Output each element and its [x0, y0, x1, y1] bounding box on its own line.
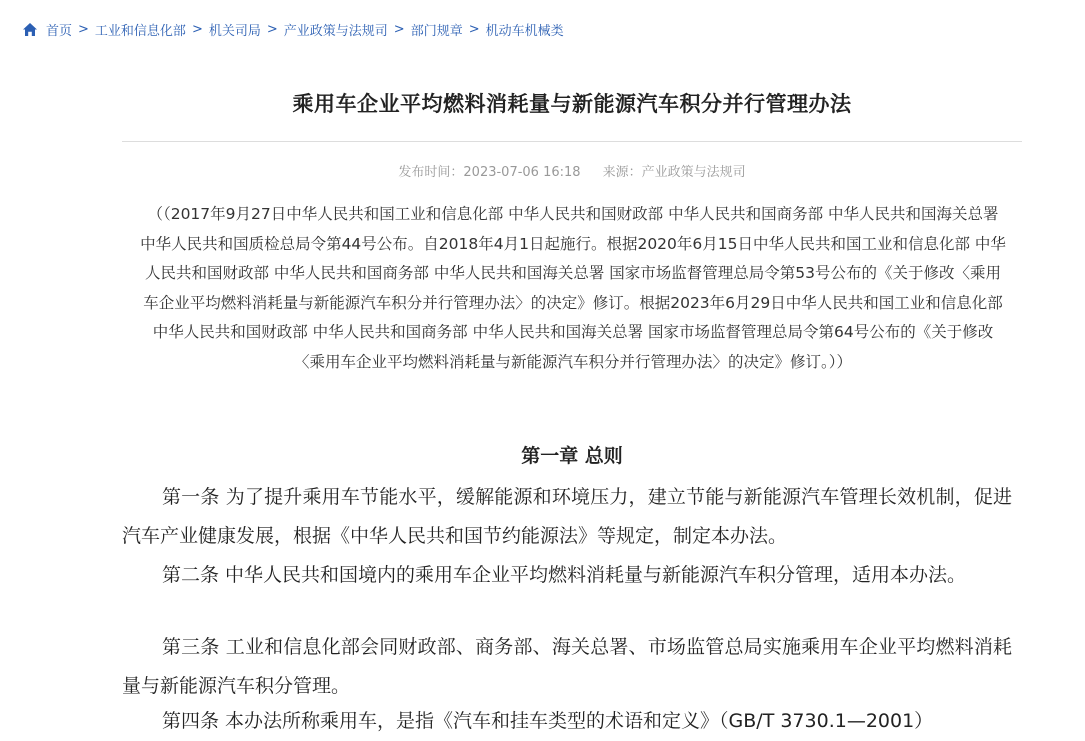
breadcrumb-separator: > [191, 22, 203, 37]
publish-label: 发布时间： [398, 165, 464, 180]
source-label: 来源： [602, 165, 642, 180]
source-value: 产业政策与法规司 [641, 165, 746, 180]
breadcrumb-link-motor-vehicles[interactable]: 机动车机械类 [485, 24, 564, 39]
article-paragraph-4: 第四条 本办法所称乘用车，是指《汽车和挂车类型的术语和定义》（GB/T 3730.1—2001） [162, 710, 934, 732]
breadcrumb-separator: > [266, 22, 278, 37]
article-paragraph-2: 第二条 中华人民共和国境内的乘用车企业平均燃料消耗量与新能源汽车积分管理，适用本办法。 [162, 564, 967, 586]
page-title: 乘用车企业平均燃料消耗量与新能源汽车积分并行管理办法 [292, 92, 852, 116]
chapter-heading: 第一章 总则 [521, 445, 623, 467]
article-meta [122, 161, 1022, 180]
breadcrumb-link-regulations[interactable]: 部门规章 [410, 24, 463, 39]
breadcrumb-separator: > [393, 22, 405, 37]
breadcrumb-link-miit[interactable]: 工业和信息化部 [94, 24, 186, 39]
article-paragraph-1: 第一条 为了提升乘用车节能水平，缓解能源和环境压力，建立节能与新能源汽车管理长效机制，促进汽车产业健康发展，根据《中华人民共和国节约能源法》等规定，制定本办法。 [122, 486, 1012, 547]
breadcrumb-separator: > [78, 22, 89, 37]
article-preamble: （（2017年9月27日中华人民共和国工业和信息化部 中华人民共和国财政部 中华人民共和国商务部 中华人民共和国海关总署 中华人民共和国质检总局令第44号公布。自2018年4月1日起施行。根据2020年6月15日中华人民共和国工业和信息化部 中华人民共和国财政部 中华人民共和国商务部 中华人民共和国海关总署 国家市场监督管理总局令第53号公布的《关于修改〈乘用车企业平均燃料消耗量与新能源汽车积分并行管理办法〉的决定》修订。根据2023年6月29日中华人民共和国工业和信息化部 中华人民共和国财政部 中华人民共和国商务部 中华人民共和国海关总署 国家市场监督管理总局令第64号公布的《关于修改〈乘用车企业平均燃料消耗量与新能源汽车积分并行管理办法〉的决定》修订。）） [140, 205, 1006, 371]
breadcrumb-link-departments[interactable]: 机关司局 [208, 24, 261, 39]
breadcrumb [22, 20, 564, 39]
publish-time: 2023-07-06 16:18 [463, 165, 581, 180]
breadcrumb-separator: > [468, 22, 480, 37]
title-divider [122, 141, 1022, 142]
breadcrumb-link-policy-dept[interactable]: 产业政策与法规司 [283, 24, 388, 39]
article-paragraph-3: 第三条 工业和信息化部会同财政部、商务部、海关总署、市场监管总局实施乘用车企业平均燃料消耗量与新能源汽车积分管理。 [122, 636, 1012, 697]
home-icon[interactable] [22, 22, 38, 37]
breadcrumb-link-home[interactable]: 首页 [46, 24, 73, 39]
